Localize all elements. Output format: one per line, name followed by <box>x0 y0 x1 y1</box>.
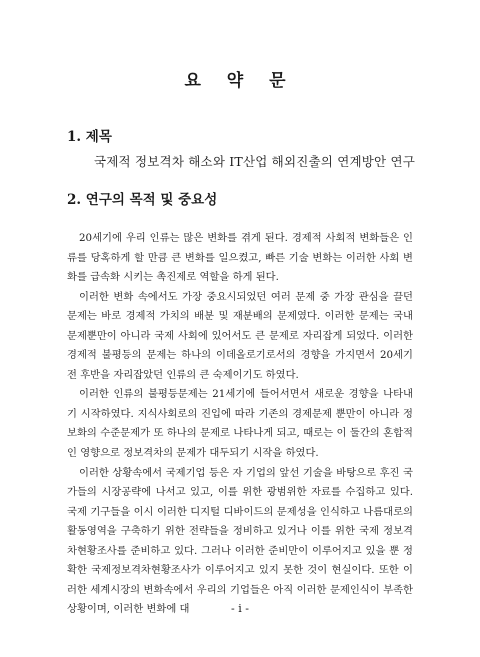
page-title: 요 약 문 <box>184 71 296 91</box>
paragraph: 이러한 변화 속에서도 가장 중요시되었던 여러 문제 중 가장 관심을 끌던 문제는 바로 경제적 가치의 배분 및 재분배의 문제였다. 이러한 문제는 국내 문제뿐만이 아니라 국제 사회에 있어서도 큰 문제로 자리잡게 되었다. 이러한 경제적 불평등의 문제는 하나의 이데올로기로서의 경향을 가지면서 20세기 전 후반을 자리잡았던 인류의 큰 숙제이기도 하였다. <box>67 290 413 381</box>
body-text <box>67 229 413 620</box>
paragraph: 이러한 상황속에서 국제기업 등은 자 기업의 앞선 기술을 바탕으로 후진 국가들의 시장공략에 나서고 있고, 이를 위한 광범위한 자료를 수집하고 있다. 국제 기구들을 이시 이러한 디지털 디바이드의 문제성을 인식하고 나름대로의 활동영역을 구축하기 위한 전략들을 정비하고 있거나 이를 위한 국제 정보격차현황조사를 준비하고 있다. 그러나 이러한 준비만이 이루어지고 있을 뿐 정확한 국제정보격차현황조사가 이루어지고 있지 못한 것이 현실이다. 또한 이러한 세계시장의 변화속에서 우리의 기업들은 아직 이러한 문제인식이 부족한 상황이며, 이러한 변화에 대 <box>67 466 413 616</box>
section-heading-purpose: 2. 연구의 목적 및 중요성 <box>67 192 218 208</box>
paragraph: 20세기에 우리 인류는 많은 변화를 겪게 된다. 경제적 사회적 변화들은 인류를 당혹하게 할 만큼 큰 변화를 일으켰고, 빠른 기술 변화는 이러한 사회 변화를 급속화 시키는 촉진제로 역할을 하게 된다. <box>67 232 413 284</box>
report-title: 국제적 정보격차 해소와 IT산업 해외진출의 연계방안 연구 <box>94 154 416 169</box>
section-heading-title: 1. 제목 <box>67 129 112 145</box>
page-number: - i - <box>231 602 249 615</box>
paragraph: 이러한 인류의 불평등문제는 21세기에 들어서면서 새로운 경향을 나타내기 시작하였다. 지식사회로의 진입에 따라 기존의 경제문제 뿐만이 아니라 정보화의 수준문제가 또 하나의 문제로 나타나게 되고, 때로는 이 둘간의 혼합적인 영향으로 정보격차의 문제가 대두되기 시작을 하였다. <box>67 388 413 460</box>
